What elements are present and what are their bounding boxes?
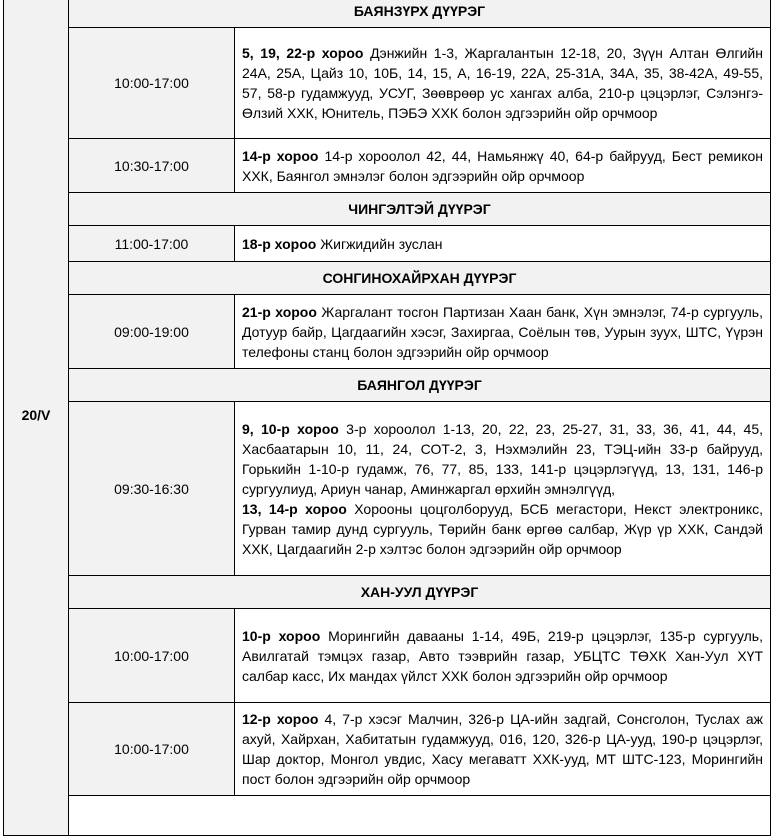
address-text: Хорооны цоцголборууд, БСБ мегастори, Некст электроникс, Гурван тамир дунд сургууль, Төрийн банк өргөө салбар, Жүр үр ХХК, Сандэй ХХК, Цагдаагийн 2-р хэлтэс болон эдгээрийн ойр орчмоор bbox=[242, 500, 763, 557]
address-text: Дэнжийн 1-3, Жаргалантын 12-18, 20, Зүүн Алтан Өлгийн 24А, 25А, Цайз 10, 10Б, 14, 15, А, 16-19, 22А, 25-31А, 34А, 35, 38-42А, 49-55, 57, 58-р гудамжууд, УСУГ, Зөөврөөр ус хангах алба, 210-р цэцэрлэг, Сэлэнгэ-Өлзий ХХК, Юнитель, ПЭБЭ ХХК болон эдгээрийн ойр орчмоор bbox=[242, 45, 763, 121]
address-text: 14-р хороолол 42, 44, Намьянжү 40, 64-р байрууд, Бест ремикон ХХК, Баянгол эмнэлэг болон эдгээрийн ойр орчмоор bbox=[242, 147, 764, 184]
address-cell bbox=[235, 703, 771, 796]
address-cell bbox=[235, 28, 771, 139]
cut-off-cell bbox=[69, 796, 771, 836]
district-row bbox=[4, 193, 771, 226]
district-row bbox=[4, 0, 771, 28]
khoroo-label: 21-р хороо bbox=[242, 303, 317, 320]
district-heading: БАЯНГОЛ ДҮҮРЭГ bbox=[69, 369, 771, 402]
time-cell: 10:00-17:00 bbox=[69, 28, 235, 139]
schedule-row bbox=[4, 28, 771, 139]
khoroo-label: 5, 19, 22-р хороо bbox=[242, 45, 364, 61]
time-cell: 10:00-17:00 bbox=[69, 703, 235, 796]
address-cell bbox=[235, 402, 771, 576]
time-cell: 10:00-17:00 bbox=[69, 609, 235, 703]
address-text: 4, 7-р хэсэг Малчин, 326-р ЦА-ийн задгай, Сонсголон, Туслах аж ахуй, Хайрхан, Хабитатын гудамжууд, 016, 120, 326-р ЦА-ууд, 190-р цэцэрлэг, Шар доктор, Монгол увдис, Хасу мегаватт ХХК-ууд, МТ ШТС-123, Морингийн пост болон эдгээрийн ойр орчмоор bbox=[242, 711, 763, 787]
district-heading: БАЯНЗҮРХ ДҮҮРЭГ bbox=[69, 0, 771, 28]
schedule-row bbox=[4, 295, 771, 369]
outage-schedule-table bbox=[3, 0, 771, 836]
khoroo-label: 13, 14-р хороо bbox=[242, 500, 347, 517]
khoroo-label: 10-р хороо bbox=[242, 627, 321, 644]
time-cell: 10:30-17:00 bbox=[69, 139, 235, 193]
time-cell: 09:00-19:00 bbox=[69, 295, 235, 369]
schedule-row bbox=[4, 139, 771, 193]
district-row bbox=[4, 262, 771, 295]
district-heading: ХАН-УУЛ ДҮҮРЭГ bbox=[69, 576, 771, 609]
district-row bbox=[4, 576, 771, 609]
khoroo-label: 18-р хороо bbox=[242, 235, 317, 252]
schedule-row bbox=[4, 226, 771, 262]
address-cell bbox=[235, 226, 771, 262]
address-text: 3-р хороолол 1-13, 20, 22, 23, 25-27, 31, 33, 36, 41, 44, 45, Хасбаатарын 10, 11, 24, СОТ-2, 3, Нэхмэлийн 23, ТЭЦ-ийн 33-р байрууд, Горькийн 1-10-р гудамж, 76, 77, 85, 133, 141-р цэцэрлэгүүд, 13, 131, 146-р сургуулиуд, Ариун чанар, Аминжаргал өрхийн эмнэлгүүд, bbox=[242, 420, 764, 497]
address-text: Жигжидийн зуслан bbox=[316, 235, 443, 252]
khoroo-label: 14-р хороо bbox=[242, 147, 319, 164]
schedule-row bbox=[4, 609, 771, 703]
district-heading: СОНГИНОХАЙРХАН ДҮҮРЭГ bbox=[69, 262, 771, 295]
address-text: Морингийн давааны 1-14, 49Б, 219-р цэцэрлэг, 135-р сургууль, Авилгатай тэмцэх газар, Авто тээврийн газар, УБЦТС ТӨХК Хан-Уул ХҮТ салбар касс, Их мандах үйлст ХХК болон эдгээрийн ойр орчмоор bbox=[242, 627, 763, 684]
time-cell: 11:00-17:00 bbox=[69, 226, 235, 262]
cut-off-row bbox=[4, 796, 771, 836]
address-cell bbox=[235, 609, 771, 703]
time-cell: 09:30-16:30 bbox=[69, 402, 235, 576]
khoroo-label: 12-р хороо bbox=[242, 711, 319, 727]
date-cell: 20/V bbox=[4, 0, 69, 836]
khoroo-label: 9, 10-р хороо bbox=[242, 420, 339, 437]
district-row bbox=[4, 369, 771, 402]
address-cell bbox=[235, 139, 771, 193]
district-heading: ЧИНГЭЛТЭЙ ДҮҮРЭГ bbox=[69, 193, 771, 226]
address-text: Жаргалант тосгон Партизан Хаан банк, Хүн эмнэлэг, 74-р сургууль, Дотуур байр, Цагдаагийн хэсэг, Захиргаа, Соёлын төв, Уурын зуух, ШТС, Үүрэн телефоны станц болон эдгээрийн ойр орчмоор bbox=[242, 303, 763, 360]
schedule-row bbox=[4, 402, 771, 576]
address-cell bbox=[235, 295, 771, 369]
schedule-row bbox=[4, 703, 771, 796]
